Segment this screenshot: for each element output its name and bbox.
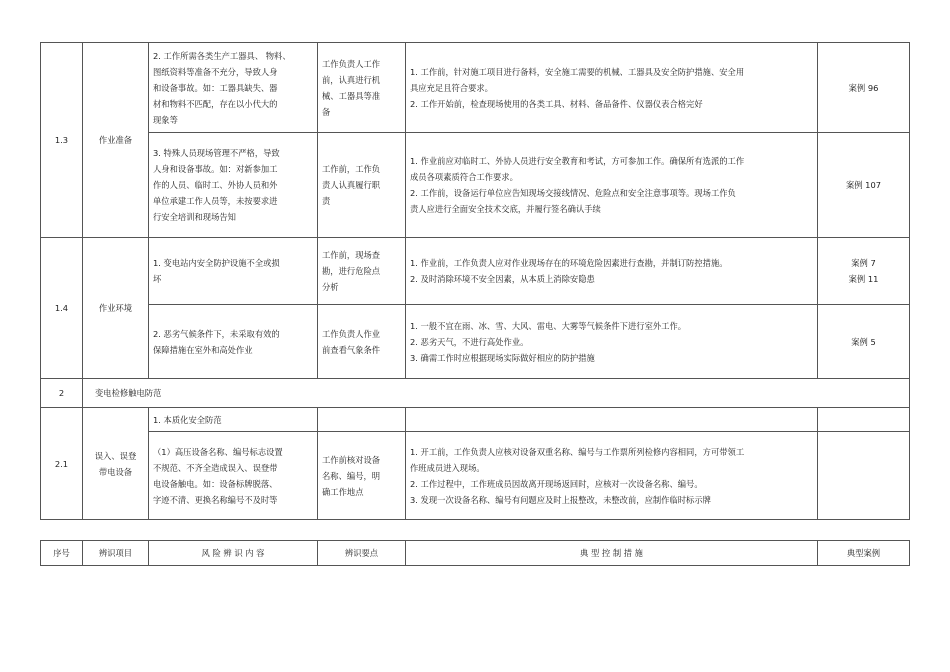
header-case: 典型案例 [818,541,910,566]
control-measures: 1. 一般不宜在雨、冰、雪、大风、雷电、大雾等气候条件下进行室外工作。 2. 恶劣天气，不进行高处作业。 3. 确需工作时应根据现场实际做好相应的防护措施 [410,320,687,363]
row-number: 2 [41,379,83,408]
key-point: 工作前核对设备 名称、编号，明 确工作地点 [322,454,381,497]
control-measures: 1. 工作前，针对施工项目进行备料，安全施工需要的机械、工器具及安全防护措施、安全用 具应充足且符合要求。 2. 工作开始前，检查现场使用的各类工具、材料、备品备件、仪器仪表合格完好 [410,66,745,109]
typical-case: 案例 5 [818,305,910,379]
control-measures: 1. 作业前，工作负责人应对作业现场存在的环境危险因素进行查勘，并制订防控措施。 2. 及时消除环境不安全因素，从本质上消除安隐患 [410,258,728,284]
key-point: 工作前，现场查 勘，进行危险点 分析 [322,250,381,292]
row-number: 1.4 [41,238,83,379]
row-number: 1.3 [41,43,83,238]
risk-content: （1）高压设备名称、编号标志设置 不规范、不齐全造成误入、误登带 电设备触电。如：设备标牌脱落、 字迹不清、更换名称编号不及时等 [153,446,283,505]
table-row [41,379,910,408]
header-measures: 典 型 控 制 措 施 [406,541,818,566]
table-row [41,408,910,432]
table-row [41,238,910,305]
typical-case [818,432,910,520]
header-point: 辨识要点 [318,541,406,566]
header-no: 序号 [41,541,83,566]
table-row [41,43,910,133]
typical-case: 案例 96 [818,43,910,133]
table-row [41,432,910,520]
table-row [41,133,910,238]
typical-case: 案例 107 [818,133,910,238]
subsection-title: 1. 本质化安全防范 [149,408,318,432]
identify-item: 作业准备 [83,43,149,238]
empty-cell [318,408,406,432]
risk-table [40,42,910,520]
key-point: 工作负责人工作 前，认真进行机 械、工器具等准 备 [322,58,381,117]
table-header [40,540,910,566]
header-item: 辨识项目 [83,541,149,566]
header-row [41,541,910,566]
risk-content: 2. 工作所需各类生产工器具、 物料、 图纸资料等准备不充分，导致人身 和设备事故。如：工器具缺失、器 材和物料不匹配，存在以小代大的 现象等 [153,50,291,125]
empty-cell [406,408,818,432]
row-number: 2.1 [41,408,83,520]
risk-content: 3. 特殊人员现场管理不严格，导致 人身和设备事故。如：对新参加工 作的人员、临时工、外协人员和外 单位承建工作人员等，未按要求进 行安全培训和现场告知 [153,148,280,222]
control-measures: 1. 开工前，工作负责人应核对设备双重名称、编号与工作票所列检修内容相同，方可带领工 作班成员进入现场。 2. 工作过程中，工作班成员因故离开现场返回时，应核对一次设备名称、编号。 3. 发现一次设备名称、编号有问题应及时上报整改，未整改前，应制作临时标示牌 [410,446,745,505]
control-measures: 1. 作业前应对临时工、外协人员进行安全教育和考试，方可参加工作。确保所有选派的工作 成员各项素质符合工作要求。 2. 工作前，设备运行单位应告知现场交接线情况、危险点和安全注意事项等。现场工作负 责人应进行全面安全技术交底，并履行签名确认手续 [410,156,745,214]
risk-content: 1. 变电站内安全防护设施不全或损 坏 [153,258,280,284]
risk-content: 2. 恶劣气候条件下，未采取有效的 保障措施在室外和高处作业 [153,328,280,355]
identify-item: 作业环境 [83,238,149,379]
empty-cell [818,408,910,432]
header-risk: 风 险 辨 识 内 容 [149,541,318,566]
table-row [41,305,910,379]
section-title: 变电检修触电防范 [83,379,910,408]
key-point: 工作负责人作业 前查看气象条件 [322,328,381,355]
identify-item: 误入、误登 带电设备 [94,450,137,477]
key-point: 工作前，工作负 责人认真履行职 责 [322,164,381,206]
typical-case: 案例 7 案例 11 [848,258,879,284]
